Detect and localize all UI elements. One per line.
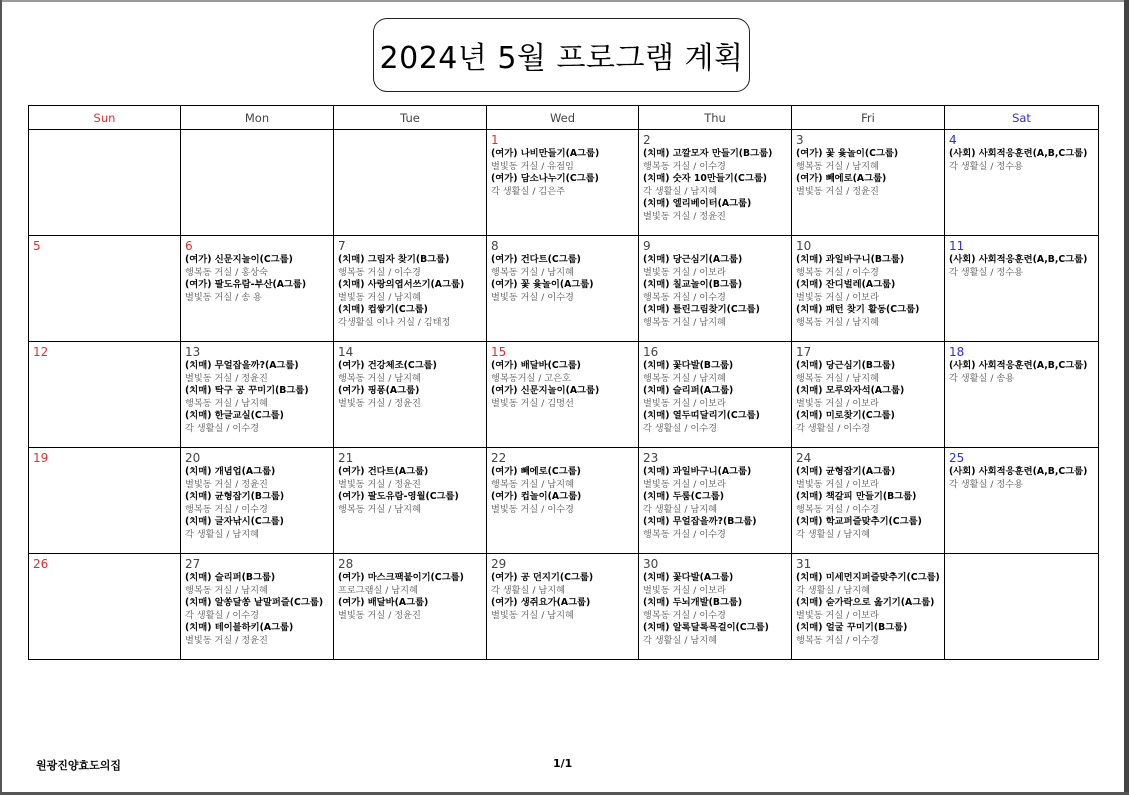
activity-title: (치매) 엘리베이터(A그룹) — [643, 198, 752, 209]
activity-title: (치매) 틀린그림찾기(C그룹) — [643, 304, 760, 315]
activity-title: (치매) 책갈피 만들기(B그룹) — [796, 491, 917, 502]
calendar-day-cell — [181, 342, 334, 448]
calendar-day-cell — [487, 130, 639, 236]
calendar-day-cell — [29, 448, 181, 554]
activity-location: 각 생활실 / 이수경 — [796, 422, 870, 434]
activity-location: 별빛동 거실 / 정윤진 — [185, 372, 268, 384]
day-number: 11 — [949, 239, 965, 253]
activity-title: (치매) 과일바구니(B그룹) — [796, 254, 905, 265]
calendar-day-cell — [945, 236, 1099, 342]
day-number: 10 — [796, 239, 812, 253]
calendar-week-row — [29, 554, 1099, 660]
day-number: 8 — [491, 239, 499, 253]
activity-location: 행복동 거실 / 남지혜 — [185, 584, 268, 596]
activity-location: 각 생활실 / 남지혜 — [185, 528, 259, 540]
day-number: 2 — [643, 133, 651, 147]
page-left-border — [0, 0, 2, 795]
activity-title: (치매) 꽃다발(A그룹) — [643, 572, 734, 583]
day-number: 22 — [491, 451, 507, 465]
day-number: 14 — [338, 345, 354, 359]
day-number: 24 — [796, 451, 812, 465]
activity-location: 각 생활실 / 이수경 — [185, 609, 259, 621]
activity-title: (치매) 사랑의엽서쓰기(A그룹) — [338, 279, 465, 290]
calendar-day-cell — [334, 448, 487, 554]
day-number: 12 — [33, 345, 49, 359]
activity-location: 행복동 거실 / 이수경 — [796, 266, 879, 278]
calendar-day-cell — [639, 130, 792, 236]
calendar-day-cell — [181, 130, 334, 236]
activity-location: 별빛동 거실 / 정윤진 — [796, 185, 879, 197]
activity-location: 행복동 거실 / 남지혜 — [338, 372, 421, 384]
activity-title: (여가) 핑퐁(A그룹) — [338, 385, 420, 396]
activity-title: (치매) 패턴 찾기 활동(C그룹) — [796, 304, 920, 315]
activity-title: (치매) 슬리퍼(A그룹) — [643, 385, 734, 396]
activity-location: 각 생활실 / 남지혜 — [796, 528, 870, 540]
activity-title: (치매) 당근심기(B그룹) — [796, 360, 896, 371]
day-number: 26 — [33, 557, 49, 571]
calendar-day-cell — [945, 554, 1099, 660]
activity-location: 각 생활실 / 남지혜 — [643, 503, 717, 515]
activity-title: (여가) 빼에로(A그룹) — [796, 173, 887, 184]
day-number: 20 — [185, 451, 201, 465]
activity-location: 별빛동 거실 / 정윤진 — [338, 397, 421, 409]
activity-title: (치매) 알쏭달쏭 낱말퍼즐(C그룹) — [185, 597, 324, 608]
activity-title: (여가) 공 던지기(C그룹) — [491, 572, 594, 583]
weekday-wed: Wed — [487, 106, 639, 130]
activity-location: 별빛동 거실 / 정윤진 — [185, 478, 268, 490]
calendar-day-cell — [792, 448, 945, 554]
footer-page-number: 1/1 — [553, 757, 573, 770]
day-number: 25 — [949, 451, 965, 465]
activity-title: (여가) 배달바(C그룹) — [491, 360, 581, 371]
activity-title: (치매) 개념업(A그룹) — [185, 466, 276, 477]
weekday-tue: Tue — [334, 106, 487, 130]
activity-location: 각 생활실 / 이수경 — [643, 422, 717, 434]
calendar-day-cell — [945, 130, 1099, 236]
day-number: 28 — [338, 557, 354, 571]
activity-title: (치매) 그림자 찾기(B그룹) — [338, 254, 450, 265]
activity-location: 별빛동 거실 / 남지혜 — [491, 609, 574, 621]
activity-location: 행복동 거실 / 남지혜 — [643, 316, 726, 328]
activity-location: 별빛동 거실 / 남지혜 — [338, 291, 421, 303]
activity-location: 별빛동 거실 / 이수경 — [491, 291, 574, 303]
activity-title: (치매) 학교퍼즐맞추기(C그룹) — [796, 516, 922, 527]
calendar-day-cell — [792, 342, 945, 448]
activity-title: (치매) 고깔모자 만들기(B그룹) — [643, 148, 773, 159]
activity-title: (여가) 빼에로(C그룹) — [491, 466, 581, 477]
calendar-day-cell — [181, 554, 334, 660]
activity-title: (치매) 균형잡기(A그룹) — [796, 466, 896, 477]
activity-location: 별빛동 거실 / 이보라 — [643, 397, 726, 409]
activity-location: 각 생활실 / 송용 — [949, 372, 1015, 384]
calendar-day-cell — [334, 342, 487, 448]
activity-location: 행복동 거실 / 이수경 — [643, 291, 726, 303]
activity-title: (치매) 테이블하키(A그룹) — [185, 622, 294, 633]
calendar-day-cell — [334, 554, 487, 660]
activity-title: (치매) 열두띠달리기(C그룹) — [643, 410, 760, 421]
activity-location: 각 생활실 / 정수용 — [949, 266, 1023, 278]
activity-location: 별빛동 거실 / 이보라 — [796, 291, 879, 303]
activity-title: (여가) 건다트(C그룹) — [491, 254, 581, 265]
activity-title: (치매) 미세먼지퍼즐맞추기(C그룹) — [796, 572, 940, 583]
activity-location: 행복동 거실 / 남지혜 — [796, 372, 879, 384]
activity-title: (치매) 탁구 공 꾸미기(B그룹) — [185, 385, 309, 396]
day-number: 31 — [796, 557, 812, 571]
activity-title: (여가) 꽃 윷놀이(C그룹) — [796, 148, 899, 159]
activity-title: (여가) 컵놀이(A그룹) — [491, 491, 582, 502]
activity-title: (치매) 꽃다발(B그룹) — [643, 360, 734, 371]
activity-location: 행복동 거실 / 홍상숙 — [185, 266, 268, 278]
activity-title: (치매) 얼굴 꾸미기(B그룹) — [796, 622, 908, 633]
activity-title: (사회) 사회적응훈련(A,B,C그룹) — [949, 466, 1088, 477]
weekday-fri: Fri — [792, 106, 945, 130]
activity-location: 행복동 거실 / 남지혜 — [643, 372, 726, 384]
activity-title: (사회) 사회적응훈련(A,B,C그룹) — [949, 148, 1088, 159]
activity-location: 각생활실 이나 거실 / 김태정 — [338, 316, 451, 328]
calendar-day-cell — [334, 236, 487, 342]
activity-location: 각 생활실 / 정수용 — [949, 160, 1023, 172]
activity-location: 별빛동 거실 / 송 용 — [185, 291, 262, 303]
activity-title: (치매) 무얼잡을까?(B그룹) — [643, 516, 757, 527]
calendar-day-cell — [792, 554, 945, 660]
day-number: 6 — [185, 239, 193, 253]
day-number: 21 — [338, 451, 354, 465]
calendar-day-cell — [487, 448, 639, 554]
activity-location: 행복동 거실 / 남지혜 — [796, 160, 879, 172]
calendar-day-cell — [487, 236, 639, 342]
calendar-day-cell — [29, 342, 181, 448]
activity-title: (여가) 생쥐요가(A그룹) — [491, 597, 591, 608]
activity-title: (여가) 꽃 윷놀이(A그룹) — [491, 279, 594, 290]
activity-title: (치매) 두룸(C그룹) — [643, 491, 724, 502]
page-top-border — [0, 0, 1129, 2]
weekday-sun: Sun — [29, 106, 181, 130]
activity-location: 별빛동 거실 / 김명선 — [491, 397, 574, 409]
calendar-week-row — [29, 236, 1099, 342]
activity-location: 별빛동 거실 / 정윤진 — [643, 210, 726, 222]
activity-title: (사회) 사회적응훈련(A,B,C그룹) — [949, 254, 1088, 265]
calendar-day-cell — [334, 130, 487, 236]
activity-title: (여가) 건강체조(C그룹) — [338, 360, 437, 371]
activity-location: 각 생활실 / 남지혜 — [643, 185, 717, 197]
activity-location: 행복동 거실 / 이수경 — [643, 160, 726, 172]
activity-title: (여가) 팔도유람-부산(A그룹) — [185, 279, 307, 290]
activity-title: (치매) 컵쌓기(C그룹) — [338, 304, 428, 315]
calendar-day-cell — [181, 236, 334, 342]
activity-title: (여가) 팔도유람-영월(C그룹) — [338, 491, 459, 502]
activity-location: 별빛동 거실 / 정윤진 — [338, 609, 421, 621]
activity-location: 각 생활실 / 남지혜 — [491, 584, 565, 596]
day-number: 7 — [338, 239, 346, 253]
activity-location: 각 생활실 / 남지혜 — [643, 634, 717, 646]
weekday-thu: Thu — [639, 106, 792, 130]
calendar-day-cell — [181, 448, 334, 554]
activity-title: (치매) 모루와자석(A그룹) — [796, 385, 905, 396]
calendar-day-cell — [945, 342, 1099, 448]
activity-title: (여가) 배달바(A그룹) — [338, 597, 429, 608]
day-number: 9 — [643, 239, 651, 253]
activity-location: 별빛동 거실 / 이보라 — [796, 397, 879, 409]
weekday-mon: Mon — [181, 106, 334, 130]
activity-title: (치매) 알록달록목걸이(C그룹) — [643, 622, 769, 633]
day-number: 19 — [33, 451, 49, 465]
day-number: 4 — [949, 133, 957, 147]
activity-title: (여가) 건다트(A그룹) — [338, 466, 429, 477]
calendar-day-cell — [29, 554, 181, 660]
activity-location: 행복동 거실 / 남지혜 — [338, 503, 421, 515]
activity-title: (치매) 글자낚시(C그룹) — [185, 516, 284, 527]
day-number: 17 — [796, 345, 812, 359]
day-number: 23 — [643, 451, 659, 465]
activity-title: (치매) 칠교놀이(B그룹) — [643, 279, 743, 290]
activity-title: (치매) 균형잡기(B그룹) — [185, 491, 285, 502]
activity-location: 행복동 거실 / 남지혜 — [796, 316, 879, 328]
calendar-day-cell — [792, 130, 945, 236]
activity-location: 별빛동 거실 / 이보라 — [796, 478, 879, 490]
day-number: 13 — [185, 345, 201, 359]
activity-title: (치매) 한글교실(C그룹) — [185, 410, 284, 421]
activity-location: 별빛동 거실 / 이보라 — [796, 609, 879, 621]
activity-location: 별빛동 거실 / 유점임 — [491, 160, 574, 172]
calendar-table — [28, 105, 1099, 660]
activity-title: (치매) 잔디벌레(A그룹) — [796, 279, 896, 290]
activity-title: (치매) 과일바구니(A그룹) — [643, 466, 752, 477]
activity-title: (치매) 슬리퍼(B그룹) — [185, 572, 276, 583]
activity-location: 행복동 거실 / 이수경 — [643, 528, 726, 540]
activity-title: (여가) 담소나누기(C그룹) — [491, 173, 599, 184]
day-number: 29 — [491, 557, 507, 571]
page-title: 2024년 5월 프로그램 계획 — [373, 18, 750, 92]
activity-location: 프로그램실 / 남지혜 — [338, 584, 418, 596]
calendar-day-cell — [29, 130, 181, 236]
activity-title: (치매) 무얼잡을까?(A그룹) — [185, 360, 299, 371]
calendar-day-cell — [945, 448, 1099, 554]
activity-title: (여가) 신문지놀이(C그룹) — [185, 254, 293, 265]
activity-location: 별빛동 거실 / 이보라 — [643, 266, 726, 278]
activity-location: 행복동 거실 / 남지혜 — [491, 266, 574, 278]
activity-location: 별빛동 거실 / 이보라 — [643, 584, 726, 596]
activity-title: (치매) 당근심기(A그룹) — [643, 254, 743, 265]
weekday-sat: Sat — [945, 106, 1099, 130]
day-number: 1 — [491, 133, 499, 147]
activity-title: (치매) 두뇌개발(B그룹) — [643, 597, 743, 608]
activity-location: 행복동 거실 / 남지혜 — [185, 397, 268, 409]
activity-location: 별빛동 거실 / 이수경 — [491, 503, 574, 515]
activity-title: (사회) 사회적응훈련(A,B,C그룹) — [949, 360, 1088, 371]
activity-location: 별빛동 거실 / 이보라 — [643, 478, 726, 490]
day-number: 30 — [643, 557, 659, 571]
calendar-week-row — [29, 342, 1099, 448]
day-number: 27 — [185, 557, 201, 571]
activity-location: 행복동 거실 / 이수경 — [796, 503, 879, 515]
calendar-day-cell — [639, 342, 792, 448]
day-number: 18 — [949, 345, 965, 359]
activity-location: 각 생활실 / 이수경 — [185, 422, 259, 434]
calendar-day-cell — [639, 236, 792, 342]
calendar-day-cell — [487, 554, 639, 660]
day-number: 16 — [643, 345, 659, 359]
calendar-day-cell — [487, 342, 639, 448]
activity-location: 별빛동 거실 / 정윤진 — [338, 478, 421, 490]
activity-title: (여가) 나비만들기(A그룹) — [491, 148, 600, 159]
page-right-border — [1124, 0, 1129, 795]
activity-location: 행복동 거실 / 남지혜 — [491, 478, 574, 490]
day-number: 5 — [33, 239, 41, 253]
footer-organization: 원광진양효도의집 — [36, 759, 122, 772]
activity-location: 행복동 거실 / 이수경 — [338, 266, 421, 278]
activity-title: (치매) 숫자 10만들기(C그룹) — [643, 173, 768, 184]
activity-location: 행복동 거실 / 이수경 — [185, 503, 268, 515]
calendar-day-cell — [792, 236, 945, 342]
calendar-week-row — [29, 130, 1099, 236]
day-number: 15 — [491, 345, 507, 359]
activity-title: (치매) 미로찾기(C그룹) — [796, 410, 895, 421]
weekday-header-row — [29, 106, 1099, 130]
calendar-day-cell — [29, 236, 181, 342]
activity-location: 각 생활실 / 정수용 — [949, 478, 1023, 490]
activity-location: 행복동 거실 / 이수경 — [796, 634, 879, 646]
activity-title: (치매) 숟가락으로 옮기기(A그룹) — [796, 597, 935, 608]
calendar-day-cell — [639, 554, 792, 660]
activity-title: (여가) 마스크팩붙이기(C그룹) — [338, 572, 464, 583]
calendar-week-row — [29, 448, 1099, 554]
calendar-day-cell — [639, 448, 792, 554]
activity-location: 별빛동 거실 / 정윤진 — [185, 634, 268, 646]
activity-location: 각 생활실 / 남지혜 — [796, 584, 870, 596]
activity-location: 행복동 거실 / 이수경 — [643, 609, 726, 621]
activity-title: (여가) 신문지놀이(A그룹) — [491, 385, 600, 396]
activity-location: 행복동거실 / 고은호 — [491, 372, 571, 384]
activity-location: 각 생활실 / 김은주 — [491, 185, 565, 197]
day-number: 3 — [796, 133, 804, 147]
